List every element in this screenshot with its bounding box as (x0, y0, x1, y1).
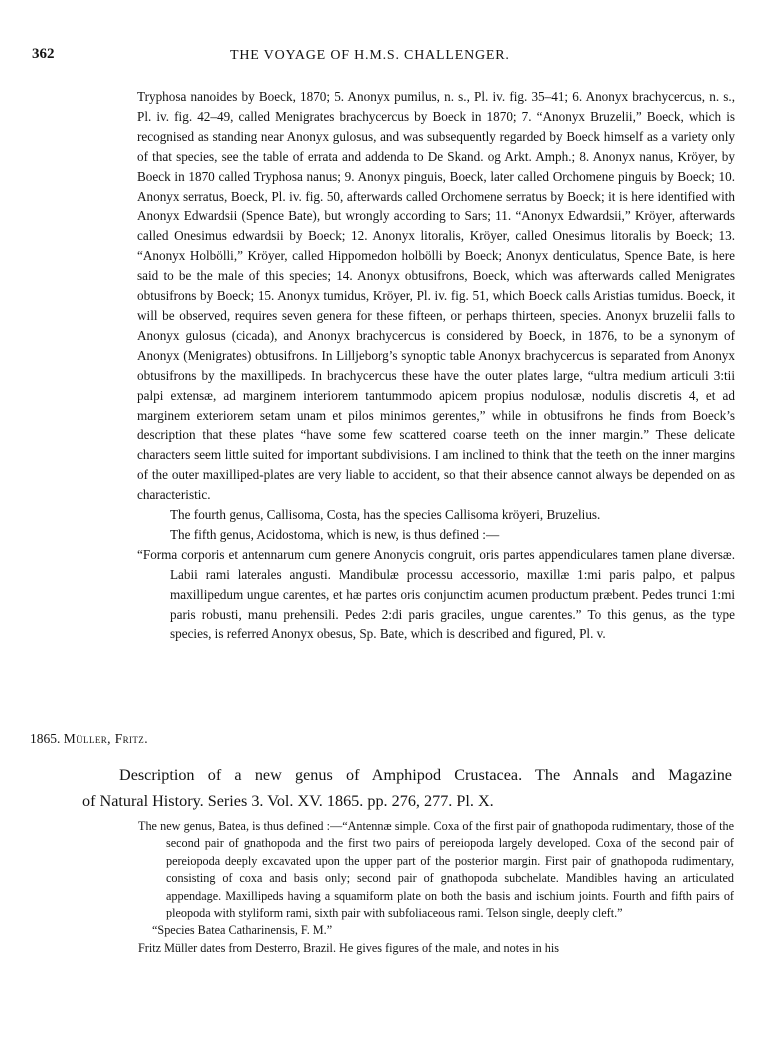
paragraph-acidostoma: The fifth genus, Acidostoma, which is new, is thus defined :— (170, 526, 500, 542)
entry-title (82, 762, 732, 814)
bibliography-entry-heading (30, 731, 530, 747)
entry-body (138, 818, 734, 957)
paragraph-desterro: Fritz Müller dates from Desterro, Brazil. He gives figures of the male, and notes in his (138, 940, 560, 955)
page-header (0, 34, 776, 64)
entry-title-line: of Natural History. Series 3. Vol. XV. 1865. pp. 276, 277. Pl. X. (82, 792, 494, 810)
paragraph-continuation: Tryphosa nanoides by Boeck, 1870; 5. Anonyx pumilus, n. s., Pl. iv. fig. 35–41; 6. Anonyx brachycercus, n. s., Pl. iv. fig. 42–49, called Menigrates brachycercus by Boeck in 1870; 7. “Anonyx Bruzelii,” Boeck, which is recognised as standing near Anonyx gulosus, and was subsequently regarded by Boeck himself as a variety only of that species, see the table of errata and addenda to De Skand. og Arkt. Amph.; 8. Anonyx nanus, Kröyer, by Boeck in 1870 called Tryphosa nanus; 9. Anonyx pinguis, Boeck, later called Orchomene pinguis by Boeck; 10. Anonyx serratus, Boeck, Pl. iv. fig. 50, afterwards called Orchomene serratus by Boeck; it is here identified with Anonyx Edwardsii (Spence Bate), but wrongly according to Sars; 11. “Anonyx Edwardsii,” Kröyer, afterwards called Onesimus edwardsii by Boeck; 12. Anonyx litoralis, Kröyer, called Onesimus litoralis by Boeck; 13. “Anonyx Holbölli,” Kröyer, called Hippomedon holbölli by Boeck; Anonyx denticulatus, Spence Bate, is here said to be the male of this species; 14. Anonyx obtusifrons, Boeck, which was afterwards called Menigrates obtusifrons by Boeck; 15. Anonyx tumidus, Kröyer, Pl. iv. fig. 51, which Boeck calls Aristias tumidus. Boeck, it will be observed, requires seven genera for these fifteen, or perhaps thirteen, species. Anonyx bruzelii falls to Anonyx gulosus (cicada), and Anonyx brachycercus is considered by Boeck, in 1876, to be a synonym of Anonyx (Menigrates) obtusifrons. In Lilljeborg’s synoptic table Anonyx brachycercus is separated from Anonyx obtusifrons by the maxillipeds. In brachycercus these have the outer plates large, “ultra medium articuli 3:tii palpi extensæ, ad marginem interiorem tantummodo apicem propius nodulosæ, nodulis discretis 4, et ad marginem exteriorem setam unam et pilos minimos gerentes,” while in obtusifrons he finds from Boeck’s description that these plates “have some few scattered coarse teeth on the inner margin.” These delicate characters seem little suited for important subdivisions. I am inclined to think that the teeth on the inner margins of the outer maxilliped-plates are very liable to accident, so that their absence cannot always be depended on as characteristic. (137, 89, 735, 503)
entry-author: Müller, Fritz. (63, 731, 148, 746)
paragraph-callisoma: The fourth genus, Callisoma, Costa, has the species Callisoma kröyeri, Bruzelius. (170, 507, 601, 523)
main-text (137, 87, 735, 644)
paragraph-latin-definition: “Forma corporis et antennarum cum genere Anonycis congruit, oris partes appendiculares tamen plane diversæ. Labii rami laterales angusti. Mandibulæ processu accessorio, maxillæ 1:mi paris palpo, et palpus maxillipedum ungue carentes, et hæ partes oris conjunctim acumen productum præbent. Pedes trunci 1:mi paris robusti, manu prehensili. Pedes 2:di paris graciles, ungue carentes.” To this genus, as the type species, is referred Anonyx obesus, Sp. Bate, which is described and figured, Pl. v. (137, 546, 735, 642)
entry-year: 1865. (30, 731, 61, 746)
page-number: 362 (32, 46, 55, 62)
paragraph-species: “Species Batea Catharinensis, F. M.” (152, 923, 333, 938)
running-title: THE VOYAGE OF H.M.S. CHALLENGER. (230, 48, 510, 63)
entry-title-line: Description of a new genus of Amphipod Crustacea. The Annals and Magazine (119, 766, 732, 784)
paragraph-batea-definition: The new genus, Batea, is thus defined :—“Antennæ simple. Coxa of the first pair of gnathopoda rudimentary, those of the second pair of gnathopoda and the first two pairs of pereiopoda largely developed. Coxa of the second pair of pereiopoda deeply excavated upon the upper part of the posterior margin. First pair of gnathopoda rudimentary, consisting of coxa and basis only; second pair of gnathopoda subchelate. Mandibles having an articulated appendage. Maxillipeds having a squamiform plate on both the basis and ischium joints. Fourth and fifth pairs of pleopoda with styliform rami, sixth pair with subfoliaceous rami. Telson single, deeply cleft.” (138, 819, 734, 921)
